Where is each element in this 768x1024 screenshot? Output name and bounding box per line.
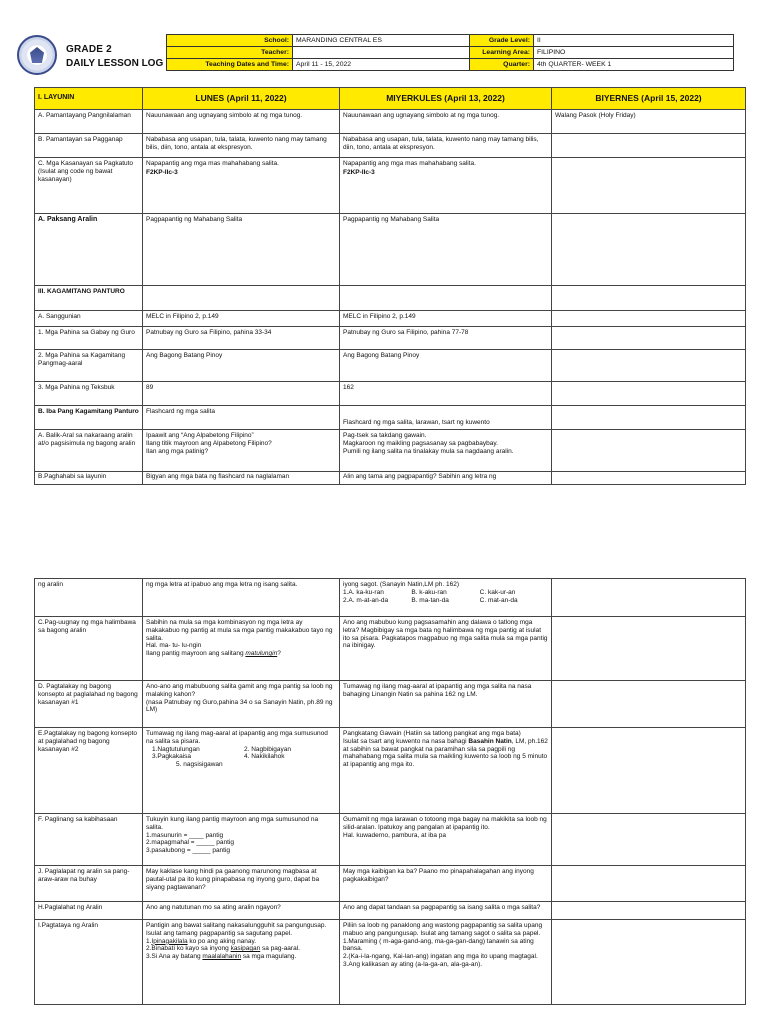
row-label: J. Paglalapat ng aralin sa pang-araw-araw na buhay	[35, 866, 143, 902]
day3-header: BIYERNES (April 15, 2022)	[552, 88, 746, 110]
table-row	[35, 617, 746, 681]
word: 4. Nakikilahok	[244, 753, 285, 761]
cell	[552, 158, 746, 214]
cell	[552, 327, 746, 350]
info-table	[166, 34, 734, 71]
cell	[340, 158, 552, 214]
item-text: sa pag-aaral.	[260, 945, 300, 953]
cell-text: Napapantig ang mga mas mahahabang salita.	[343, 160, 476, 167]
choice: B. k-aku-ran	[411, 588, 447, 596]
cell-line: Pantigin ang bawat salitang nakasalungguhit sa pangungusap. Isulat ang tamang pagpapantig sa sagutang papel.	[146, 922, 327, 937]
item-text: sa mga magulang.	[241, 953, 297, 961]
competency-code: F2KP-IIc-3	[343, 168, 375, 176]
cell-line: (nasa Patnubay ng Guro,pahina 34 o sa Sanayin Natin, ph.89 ng LM)	[146, 698, 333, 714]
cell: May kaklase kang hindi pa gaanong marunong magbasa at pautal-utal pa ito kung pinapabasa ng inyong guro, dapat ba siyang pagtawanan?	[143, 866, 340, 902]
choice: C. mat-an-da	[479, 596, 518, 604]
cell-line: Ilang pantig mayroon ang salitang	[146, 650, 244, 658]
cell	[552, 286, 746, 311]
word: 2. Nagbibigayan	[244, 745, 291, 753]
cell: Ano ang natutunan mo sa ating aralin ngayon?	[143, 902, 340, 920]
cell: Walang Pasok (Holy Friday)	[552, 110, 746, 134]
cell	[143, 728, 340, 814]
cell-line: 3.pasalubong = _____ pantig	[146, 847, 231, 855]
table-row	[35, 406, 746, 430]
item-text: 3.Si Ana ay batang	[146, 953, 203, 961]
cell	[552, 920, 746, 1005]
cell-line: Hal. ma- tu- lu-ngin	[146, 642, 202, 650]
row-label: A. Balik-Aral sa nakaraang aralin at/o pagsisimula ng bagong aralin	[35, 430, 143, 472]
deped-seal-icon	[17, 35, 57, 75]
grade-level-label: Grade Level:	[470, 35, 534, 47]
cell: May mga kaibigan ka ba? Paano mo pinapahalagahan ang inyong pagkakaibigan?	[340, 866, 552, 902]
teacher-value	[293, 47, 470, 59]
cell-line: Tukuyin kung ilang pantig mayroon ang mga sumusunod na salita.	[146, 816, 319, 831]
word: 3.Pagkakaisa	[152, 753, 192, 761]
cell-line: Piliin sa loob ng panaklong ang wastong pagpapantig sa salita upang mabuo ang pangungusap. Isulat ang tamang sagot o salita sa papel.	[343, 922, 543, 937]
lesson-plan-table-page2	[34, 578, 746, 1005]
underlined-word: kasipagan	[230, 945, 261, 953]
table-row	[35, 902, 746, 920]
cell: Nababasa ang usapan, tula, talata, kuwento nang may tamang bilis, diin, tono, antala at ekspresyon.	[143, 134, 340, 158]
cell	[340, 286, 552, 311]
table-header-row	[35, 88, 746, 110]
cell: Flashcard ng mga salita	[143, 406, 340, 430]
day2-header: MIYERKULES (April 13, 2022)	[340, 88, 552, 110]
table-row	[35, 382, 746, 406]
choice: C. kak-ur-an	[479, 588, 516, 596]
cell	[552, 311, 746, 327]
cell	[143, 920, 340, 1005]
cell-line: Sabihin na mula sa mga kombinasyon ng mga letra ay makakabuo ng pantig at mula sa mga pantig makakabuo tayo ng salita.	[146, 619, 333, 642]
cell	[552, 430, 746, 472]
cell: Alin ang tama ang pagpapantig? Sabihin ang letra ng	[340, 472, 552, 485]
school-value: MARANDING CENTRAL ES	[293, 35, 470, 47]
cell: Nauunawaan ang ugnayang simbolo at ng mga tunog.	[340, 110, 552, 134]
cell-line: Ipaawit ang “Ang Alpabetong Filipino”	[146, 432, 254, 439]
cell	[552, 617, 746, 681]
row-label: A. Paksang Aralin	[35, 214, 143, 286]
table-row	[35, 311, 746, 327]
row-label: C. Mga Kasanayan sa Pagkatuto (Isulat ang code ng bawat kasanayan)	[35, 158, 143, 214]
row-label: B.Paghahabi sa layunin	[35, 472, 143, 485]
layunin-header: I. LAYUNIN	[35, 88, 143, 110]
row-label: F. Paglinang sa kabihasaan	[35, 814, 143, 866]
table-row	[35, 814, 746, 866]
cell-line: Ilan ang mga patinig?	[146, 447, 209, 455]
cell-line: Pumili ng ilang salita na tinalakay mula sa nagdaang aralin.	[343, 447, 514, 455]
cell-line: 3.Ang kalikasan ay ating (a-la-ga-an, ala-ga-an).	[343, 960, 483, 968]
row-label: H.Paglalahat ng Aralin	[35, 902, 143, 920]
word-row	[146, 753, 336, 761]
grade-level-value: II	[534, 35, 734, 47]
cell	[143, 814, 340, 866]
table-row	[35, 134, 746, 158]
table-row	[35, 350, 746, 382]
cell-line	[146, 938, 336, 946]
item-number: 1.	[146, 937, 152, 945]
school-label: School:	[167, 35, 293, 47]
cell: Pagpapantig ng Mahabang Salita	[143, 214, 340, 286]
cell-line: Hal. kuwaderno, pambura, at iba pa	[343, 831, 446, 839]
choice-row	[343, 597, 548, 605]
table-row	[35, 327, 746, 350]
table-row	[35, 430, 746, 472]
cell	[340, 728, 552, 814]
table-row	[35, 728, 746, 814]
cell	[552, 866, 746, 902]
underlined-word: Ipinagakilala	[151, 937, 188, 945]
bold-phrase: Basahin Natin	[468, 737, 512, 745]
cell	[552, 814, 746, 866]
cell	[340, 430, 552, 472]
cell	[552, 382, 746, 406]
teacher-label: Teacher:	[167, 47, 293, 59]
learning-area-value: FILIPINO	[534, 47, 734, 59]
cell	[143, 681, 340, 728]
cell-line: Tumawag ng ilang mag-aaral at ipapantig ang mga sumusunod na salita sa pisara.	[146, 730, 328, 745]
row-label: 3. Mga Pahina ng Teksbuk	[35, 382, 143, 406]
cell	[143, 430, 340, 472]
cell	[340, 814, 552, 866]
word: 1.Nagtutulungan	[152, 745, 200, 753]
word: 5. nagsisigawan	[176, 761, 223, 769]
table-row	[35, 110, 746, 134]
table-row	[35, 866, 746, 902]
day1-header: LUNES (April 11, 2022)	[143, 88, 340, 110]
cell: Ano ang dapat tandaan sa pagpapantig sa isang salita o mga salita?	[340, 902, 552, 920]
table-row	[35, 579, 746, 617]
cell: Tumawag ng ilang mag-aaral at ipapantig ang mga salita na nasa bahaging Linangin Natin sa pahina 162 ng LM.	[340, 681, 552, 728]
cell	[552, 902, 746, 920]
table-row	[35, 158, 746, 214]
cell	[552, 472, 746, 485]
question-mark: ?	[277, 650, 281, 658]
cell: Ang Bagong Batang Pinoy	[143, 350, 340, 382]
quarter-value: 4th QUARTER- WEEK 1	[534, 59, 734, 71]
cell: 89	[143, 382, 340, 406]
cell: MELC in Filipino 2, p.149	[340, 311, 552, 327]
cell	[552, 728, 746, 814]
cell	[552, 350, 746, 382]
cell-line: 1.Maraming ( m-aga-gand-ang, ma-ga-gan-dang) tanawin sa ating bansa.	[343, 937, 534, 953]
item-text: 2.Binabati ko kayo sa inyong	[146, 945, 231, 953]
cell: Ano ang mabubuo kung pagsasamahin ang dalawa o tatlong mga letra? Magbibigay sa mga bata ng halimbawa ng mga pantig at isulat ito sa pisara. Pagkatapos magpabuo ng mga salita mula sa mga pantig na ibinigay.	[340, 617, 552, 681]
table-row	[35, 472, 746, 485]
quarter-label: Quarter:	[470, 59, 534, 71]
underlined-word: matulungin	[245, 650, 278, 658]
cell: Nababasa ang usapan, tula, talata, kuwento nang may tamang bilis, diin, tono, antala at ekspresyon.	[340, 134, 552, 158]
learning-area-label: Learning Area:	[470, 47, 534, 59]
cell	[552, 681, 746, 728]
row-label: I.Pagtataya ng Aralin	[35, 920, 143, 1005]
table-row	[35, 286, 746, 311]
competency-code: F2KP-IIc-3	[146, 168, 178, 176]
word-row	[146, 746, 336, 754]
cell-text: Napapantig ang mga mas mahahabang salita.	[146, 160, 279, 167]
cell-line: Ilang titik mayroon ang Alpabetong Filipino?	[146, 439, 272, 447]
cell-line: 2.mapagmahal = _____ pantig	[146, 839, 234, 847]
row-label: A. Pamantayang Pangnilalaman	[35, 110, 143, 134]
dates-label: Teaching Dates and Time:	[167, 59, 293, 71]
dates-value: April 11 - 15, 2022	[293, 59, 470, 71]
row-label: B. Iba Pang Kagamitang Panturo	[35, 406, 143, 430]
cell: Pagpapantig ng Mahabang Salita	[340, 214, 552, 286]
cell	[143, 617, 340, 681]
table-row	[35, 214, 746, 286]
cell: MELC in Filipino 2, p.149	[143, 311, 340, 327]
log-title: DAILY LESSON LOG	[66, 58, 164, 69]
cell	[552, 406, 746, 430]
cell-line	[146, 953, 336, 961]
cell: ng mga letra at ipabuo ang mga letra ng isang salita.	[143, 579, 340, 617]
cell-line: Gumamit ng mga larawan o totoong mga bagay na makikita sa loob ng silid-aralan. Ipatukoy ang pangalan at ipapantig ito.	[343, 816, 547, 831]
cell: Nauunawaan ang ugnayang simbolo at ng mga tunog.	[143, 110, 340, 134]
cell-line: 1.masunurin = ____ pantig	[146, 831, 224, 839]
cell	[340, 920, 552, 1005]
underlined-word: maalalahanin	[202, 953, 242, 961]
cell-line: 2.(Ka-i-la-ngang, Kai-lan-ang) ingatan ang mga ito upang magtagal.	[343, 953, 538, 961]
cell-line: Pangkatang Gawain (Hatiin sa tatlong pangkat ang mga bata)	[343, 730, 521, 737]
row-label: D. Pagtalakay ng bagong konsepto at paglalahad ng bagong kasanayan #1	[35, 681, 143, 728]
cell: Bigyan ang mga bata ng flashcard na naglalaman	[143, 472, 340, 485]
cell-line: Pag-tsek sa takdang gawain.	[343, 432, 427, 439]
grade-title: GRADE 2	[66, 44, 112, 55]
cell-line: Magkaroon ng maikling pagsasanay sa pagbabaybay.	[343, 439, 498, 447]
choice: 2.A. m-at-an-da	[343, 596, 389, 604]
cell	[552, 579, 746, 617]
row-label: E.Pagtalakay ng bagong konsepto at paglalahad ng bagong kasanayan #2	[35, 728, 143, 814]
cell: Patnubay ng Guro sa Filipino, pahina 33-34	[143, 327, 340, 350]
row-label: III. KAGAMITANG PANTURO	[35, 286, 143, 311]
table-row	[35, 681, 746, 728]
cell	[143, 286, 340, 311]
row-label: B. Pamantayan sa Pagganap	[35, 134, 143, 158]
cell: 162	[340, 382, 552, 406]
choice: B. ma-tan-da	[411, 596, 449, 604]
row-label: ng aralin	[35, 579, 143, 617]
cell	[552, 214, 746, 286]
item-text: ko po ang aking nanay.	[187, 937, 257, 945]
cell-line: , LM, ph.162 at sabihin sa bawat pangkat na paramihan sila sa pagpili ng mahahabang mga salita mula sa maikling kuwento sa loob ng 5 minuto at ipapantig ang mga ito.	[343, 737, 548, 769]
cell-line: Isulat sa tsart ang kuwento na nasa bahagi	[343, 737, 467, 745]
cell: Flashcard ng mga salita, larawan, tsart ng kuwento	[340, 406, 552, 430]
cell-line	[146, 945, 336, 953]
cell	[340, 579, 552, 617]
choice: 1.A. ka-ku-ran	[343, 588, 384, 596]
cell	[552, 134, 746, 158]
row-label: 1. Mga Pahina sa Gabay ng Guro	[35, 327, 143, 350]
row-label: 2. Mga Pahina sa Kagamitang Pangmag-aaral	[35, 350, 143, 382]
row-label: A. Sanggunian	[35, 311, 143, 327]
cell: Ang Bagong Batang Pinoy	[340, 350, 552, 382]
table-row	[35, 920, 746, 1005]
row-label: C.Pag-uugnay ng mga halimbawa sa bagong aralin	[35, 617, 143, 681]
choice-row	[343, 589, 548, 597]
cell: Patnubay ng Guro sa Filipino, pahina 77-78	[340, 327, 552, 350]
lesson-plan-table-page1	[34, 87, 746, 485]
cell-line: Ano-ano ang mabubuong salita gamit ang mga pantig sa loob ng malaking kahon?	[146, 683, 333, 698]
cell-line: iyong sagot. (Sanayin Natin,LM ph. 162)	[343, 581, 459, 588]
cell	[143, 158, 340, 214]
